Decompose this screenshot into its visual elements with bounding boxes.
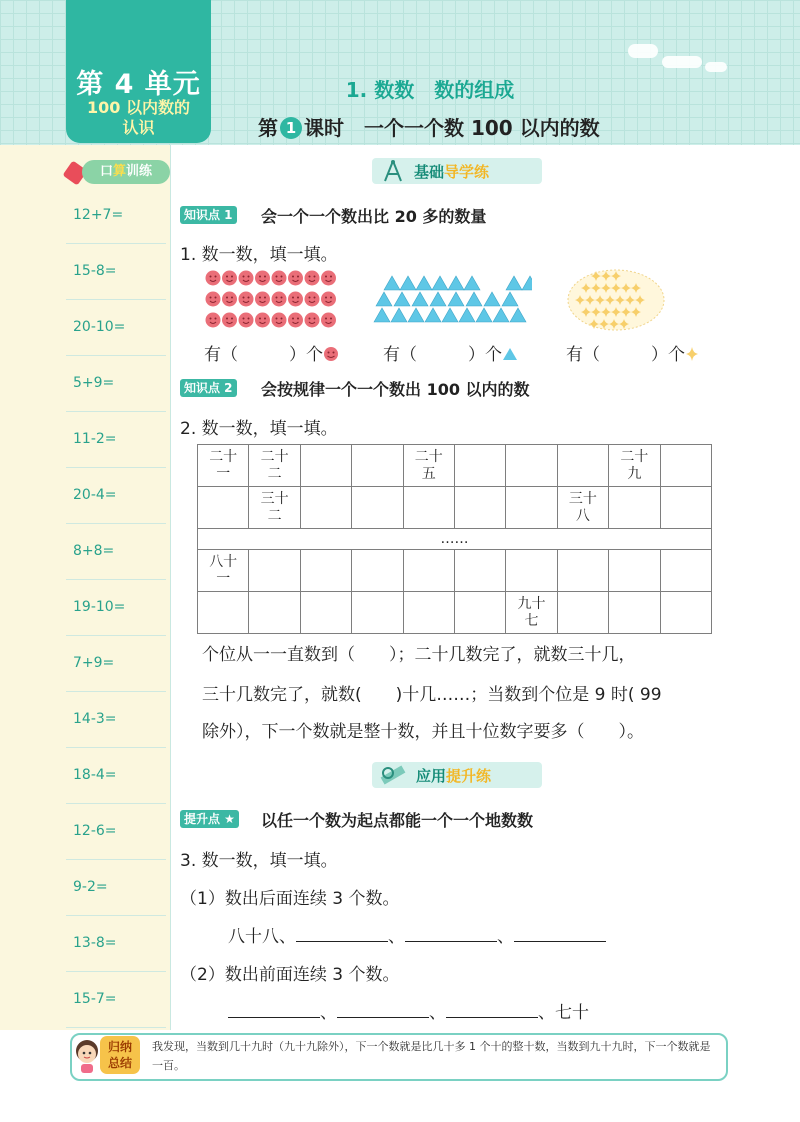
smiley-face — [206, 292, 221, 307]
triangle-shape — [510, 308, 526, 322]
grid-cell[interactable] — [609, 487, 660, 529]
smiley-face — [305, 313, 320, 328]
grid-cell[interactable] — [660, 592, 711, 634]
q2-title: 2. 数一数，填一填。 — [180, 419, 338, 439]
smiley-face — [288, 292, 303, 307]
grid-cell[interactable] — [660, 445, 711, 487]
answer-blank[interactable] — [296, 925, 388, 942]
compass-icon — [380, 159, 406, 183]
banner-apply — [372, 762, 542, 788]
grid-cell[interactable] — [506, 550, 557, 592]
q1-title: 1. 数一数，填一填。 — [180, 245, 338, 265]
banner-basic-label: 基础导学练 — [414, 163, 490, 181]
grid-cell[interactable] — [557, 592, 608, 634]
calc-item: 12+7= — [66, 188, 166, 244]
unit-title: 第 4 单元 — [76, 69, 201, 100]
unit-subtitle-line2: 认识 — [122, 118, 155, 137]
answer-blank[interactable]: 有（ ）个 — [204, 345, 323, 365]
triangle-shape — [432, 276, 448, 290]
banner-apply-label: 应用提升练 — [416, 767, 492, 785]
answer-blank[interactable] — [405, 925, 497, 942]
grid-cell[interactable] — [454, 550, 505, 592]
answer-blank[interactable] — [337, 1001, 429, 1018]
separator: 、 — [429, 1003, 446, 1023]
calc-item: 7+9= — [66, 636, 166, 692]
triangle-shape — [425, 308, 441, 322]
triangle-shape — [374, 308, 390, 322]
smiley-face — [272, 313, 287, 328]
grid-row — [198, 487, 712, 529]
number-grid — [197, 444, 712, 634]
grid-cell[interactable] — [660, 550, 711, 592]
grid-cell: 三十 八 — [557, 487, 608, 529]
triangle-shape — [506, 276, 522, 290]
q3-sub1-start: 八十八、 — [228, 927, 296, 947]
grid-cell[interactable] — [557, 550, 608, 592]
q3-title: 3. 数一数，填一填。 — [180, 851, 338, 871]
smiley-face — [288, 313, 303, 328]
calc-item: 15-8= — [66, 244, 166, 300]
grid-cell[interactable] — [609, 592, 660, 634]
lesson-title — [258, 112, 600, 141]
tp1-tag: 提升点 ★ — [180, 810, 239, 828]
calc-item: 12-6= — [66, 804, 166, 860]
tp1-text: 以任一个数为起点都能一个一个地数数 — [261, 811, 534, 830]
cloud-decoration — [705, 62, 727, 72]
triangle-shape — [416, 276, 432, 290]
triangle-shape — [384, 276, 400, 290]
grid-cell[interactable] — [198, 487, 249, 529]
grid-cell[interactable] — [557, 445, 608, 487]
separator: 、 — [320, 1003, 337, 1023]
q2-text-line2: 三十几数完了，就数( )十几……；当数到个位是 9 时( 99 — [202, 685, 662, 705]
answer-blank[interactable] — [514, 925, 606, 942]
calc-item: 14-3= — [66, 692, 166, 748]
grid-cell[interactable] — [609, 550, 660, 592]
grid-cell: 八十 一 — [198, 550, 249, 592]
smiley-face — [222, 292, 237, 307]
grid-cell: 三十 二 — [249, 487, 300, 529]
grid-cell[interactable] — [352, 550, 403, 592]
calc-item: 15-7= — [66, 972, 166, 1028]
answer-blank[interactable] — [446, 1001, 538, 1018]
smiley-face — [321, 292, 336, 307]
grid-cell[interactable] — [352, 445, 403, 487]
triangle-shape — [412, 292, 428, 306]
grid-cell[interactable] — [300, 592, 351, 634]
grid-cell[interactable] — [198, 592, 249, 634]
smiley-face — [206, 313, 221, 328]
smiley-face — [288, 271, 303, 286]
triangle-icon — [502, 346, 518, 362]
triangle-shape — [466, 292, 482, 306]
calc-item: 9-2= — [66, 860, 166, 916]
grid-cell[interactable] — [352, 487, 403, 529]
q3-sub1: （1）数出后面连续 3 个数。 — [180, 889, 400, 909]
kp1-text: 会一个一个数出比 20 多的数量 — [261, 207, 487, 226]
triangle-shape — [391, 308, 407, 322]
grid-cell[interactable] — [300, 445, 351, 487]
smiley-face — [272, 292, 287, 307]
grid-cell[interactable] — [403, 487, 454, 529]
smiley-icon — [323, 346, 339, 362]
calc-item: 13-8= — [66, 916, 166, 972]
sidebar-divider — [170, 145, 171, 1030]
child-avatar-icon — [72, 1038, 102, 1074]
q3-sub2-answers — [228, 998, 589, 1023]
calc-item: 18-4= — [66, 748, 166, 804]
banner-basic — [372, 158, 542, 184]
calc-item: 11-2= — [66, 412, 166, 468]
grid-cell[interactable] — [506, 487, 557, 529]
smiley-face — [255, 313, 270, 328]
cloud-decoration — [628, 44, 658, 58]
separator: 、 — [497, 927, 514, 947]
triangle-shape — [430, 292, 446, 306]
calc-list — [66, 188, 166, 1028]
unit-subtitle — [66, 98, 211, 138]
answer-blank[interactable]: 有（ ）个 — [383, 345, 502, 365]
grid-cell: 九十 七 — [506, 592, 557, 634]
calc-item: 20-10= — [66, 300, 166, 356]
triangle-shape — [493, 308, 509, 322]
q1-answer-triangles — [383, 340, 518, 365]
triangle-shape — [476, 308, 492, 322]
triangle-shape — [408, 308, 424, 322]
grid-cell[interactable] — [660, 487, 711, 529]
q1-triangles-group — [372, 272, 532, 332]
triangle-shape — [464, 276, 480, 290]
smiley-face — [321, 313, 336, 328]
smiley-face — [239, 292, 254, 307]
q3-sub2-end: 、七十 — [538, 1003, 589, 1023]
calc-item: 8+8= — [66, 524, 166, 580]
grid-cell: 二十 五 — [403, 445, 454, 487]
q1-faces-group — [204, 268, 344, 338]
smiley-face — [255, 271, 270, 286]
answer-blank[interactable]: 有（ ）个 — [566, 345, 685, 365]
triangle-shape — [448, 292, 464, 306]
cloud-decoration — [662, 56, 702, 68]
grid-ellipsis: …… — [198, 529, 712, 550]
q1-answer-faces — [204, 340, 339, 365]
grid-row — [198, 550, 712, 592]
grid-cell[interactable] — [454, 592, 505, 634]
calc-item: 5+9= — [66, 356, 166, 412]
smiley-face — [305, 292, 320, 307]
smiley-face — [272, 271, 287, 286]
grid-row — [198, 529, 712, 550]
grid-cell[interactable] — [506, 445, 557, 487]
triangle-shape — [448, 276, 464, 290]
grid-cell: 二十 二 — [249, 445, 300, 487]
triangle-shape — [484, 292, 500, 306]
sidebar-title: 口算训练 — [82, 160, 170, 184]
grid-cell[interactable] — [403, 550, 454, 592]
lesson-number: 1 — [280, 117, 302, 139]
lesson-text: 课时 一个一个数 100 以内的数 — [304, 116, 600, 140]
q1-answer-stars — [566, 340, 699, 365]
smiley-face — [239, 271, 254, 286]
smiley-face — [321, 271, 336, 286]
lesson-prefix: 第 — [258, 116, 278, 140]
grid-cell: 二十 九 — [609, 445, 660, 487]
summary-text: 我发现，当数到几十九时（九十九除外），下一个数就是比几十多 1 个十的整十数，当数到九十九时，下一个数就是一百。 — [152, 1040, 711, 1072]
summary-badge: 归纳 总结 — [100, 1036, 140, 1074]
smiley-face — [239, 313, 254, 328]
q3-sub2: （2）数出前面连续 3 个数。 — [180, 965, 400, 985]
answer-blank[interactable] — [228, 1001, 320, 1018]
grid-cell: 二十 一 — [198, 445, 249, 487]
q3-sub1-answers — [228, 922, 606, 947]
grid-row — [198, 445, 712, 487]
calc-item: 20-4= — [66, 468, 166, 524]
grid-cell[interactable] — [454, 487, 505, 529]
triangle-shape — [502, 292, 518, 306]
triangle-shape — [459, 308, 475, 322]
grid-cell[interactable] — [352, 592, 403, 634]
triangle-shape — [394, 292, 410, 306]
smiley-face — [255, 292, 270, 307]
grid-cell[interactable] — [300, 550, 351, 592]
kp2-tag: 知识点 2 — [180, 379, 237, 397]
grid-cell[interactable] — [300, 487, 351, 529]
triangle-shape — [400, 276, 416, 290]
calc-item: 19-10= — [66, 580, 166, 636]
kp1-tag: 知识点 1 — [180, 206, 237, 224]
unit-subtitle-line1: 100 以内数的 — [87, 98, 190, 117]
q1-stars-group — [566, 268, 666, 332]
grid-cell[interactable] — [249, 592, 300, 634]
kp2-text: 会按规律一个一个数出 100 以内的数 — [261, 380, 530, 399]
grid-cell[interactable] — [403, 592, 454, 634]
q2-text-line3: 除外），下一个数就是整十数，并且十位数字要多（ ）。 — [202, 722, 644, 742]
grid-row — [198, 592, 712, 634]
ruler-icon — [378, 763, 408, 787]
separator: 、 — [388, 927, 405, 947]
grid-cell[interactable] — [454, 445, 505, 487]
grid-cell[interactable] — [249, 550, 300, 592]
smiley-face — [222, 313, 237, 328]
triangle-shape — [442, 308, 458, 322]
sidebar-heading — [66, 158, 176, 186]
section-title: 1. 数数 数的组成 — [345, 78, 515, 102]
q2-text-line1: 个位从一一直数到（ ）；二十几数完了，就数三十几， — [202, 645, 636, 665]
triangle-shape — [522, 276, 532, 290]
star-icon — [685, 346, 699, 362]
smiley-face — [222, 271, 237, 286]
triangle-shape — [376, 292, 392, 306]
smiley-face — [206, 271, 221, 286]
smiley-face — [305, 271, 320, 286]
